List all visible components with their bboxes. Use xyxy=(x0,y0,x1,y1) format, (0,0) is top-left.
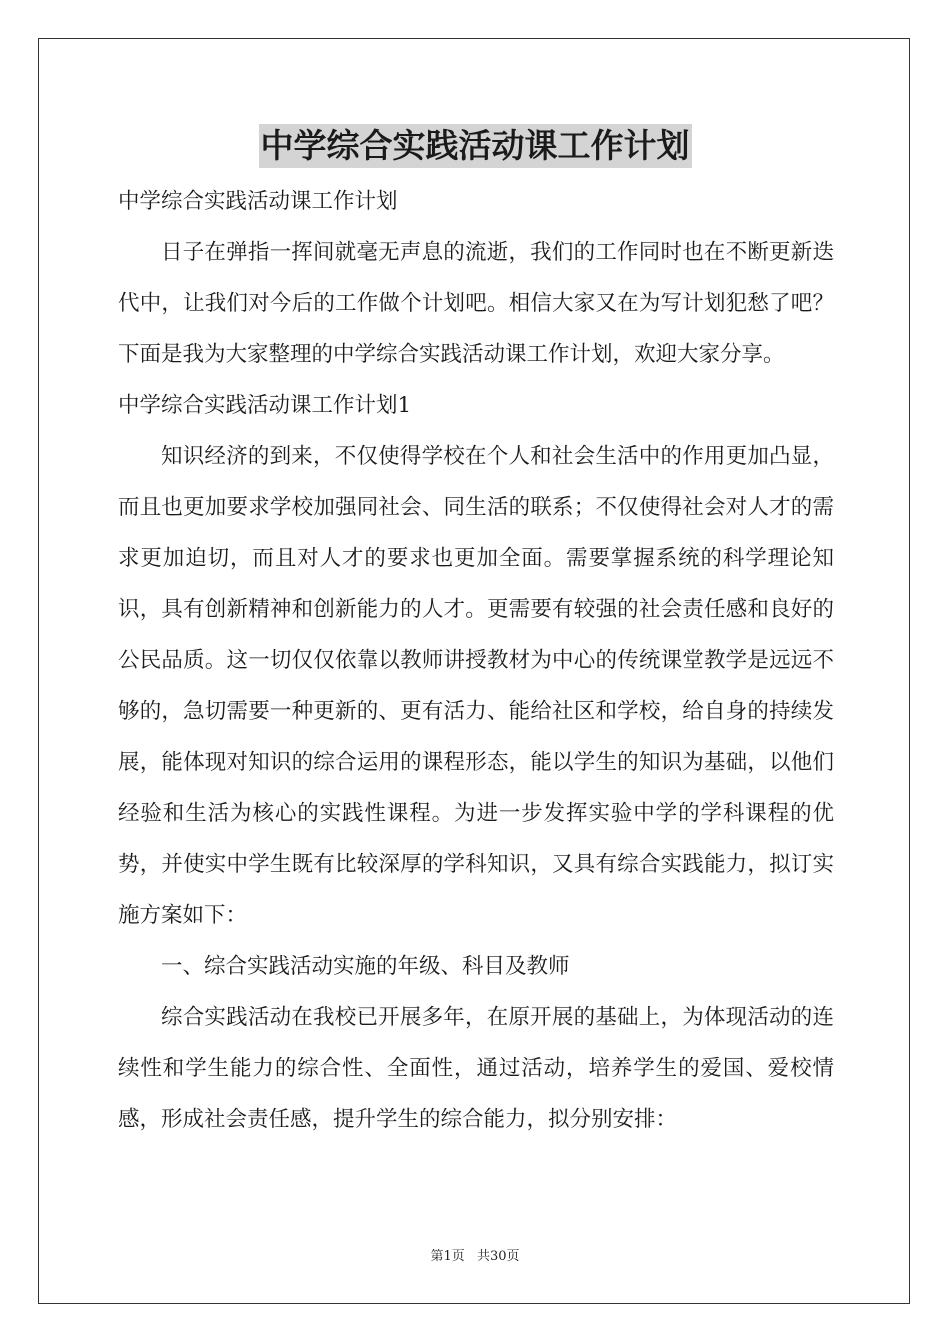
body-paragraph: 综合实践活动在我校已开展多年，在原开展的基础上，为体现活动的连续性和学生能力的综合性、全面性，通过活动，培养学生的爱国、爱校情感，形成社会责任感，提升学生的综合能力，拟分别安排： xyxy=(118,1005,834,1132)
section-heading-plan-1: 中学综合实践活动课工作计划1 xyxy=(118,393,412,418)
subtitle-heading: 中学综合实践活动课工作计划 xyxy=(118,189,398,214)
title-container xyxy=(0,124,950,168)
section-heading-grades-subjects: 一、综合实践活动实施的年级、科目及教师 xyxy=(161,954,570,979)
intro-paragraph: 日子在弹指一挥间就毫无声息的流逝，我们的工作同时也在不断更新迭代中，让我们对今后的工作做个计划吧。相信大家又在为写计划犯愁了吧？下面是我为大家整理的中学综合实践活动课工作计划，欢迎大家分享。 xyxy=(118,240,834,367)
document-body xyxy=(118,176,834,1145)
body-paragraph: 知识经济的到来，不仅使得学校在个人和社会生活中的作用更加凸显，而且也更加要求学校加强同社会、同生活的联系；不仅使得社会对人才的需求更加迫切，而且对人才的要求也更加全面。需要掌握系统的科学理论知识，具有创新精神和创新能力的人才。更需要有较强的社会责任感和良好的公民品质。这一切仅仅依靠以教师讲授教材为中心的传统课堂教学是远远不够的，急切需要一种更新的、更有活力、能给社区和学校，给自身的持续发展，能体现对知识的综合运用的课程形态，能以学生的知识为基础，以他们经验和生活为核心的实践性课程。为进一步发挥实验中学的学科课程的优势，并使实中学生既有比较深厚的学科知识，又具有综合实践能力，拟订实施方案如下： xyxy=(118,444,834,928)
page-total: 共30页 xyxy=(476,1249,520,1264)
page-number: 第1页 xyxy=(430,1249,465,1264)
document-title: 中学综合实践活动课工作计划 xyxy=(259,124,692,168)
page-footer xyxy=(0,1245,950,1264)
